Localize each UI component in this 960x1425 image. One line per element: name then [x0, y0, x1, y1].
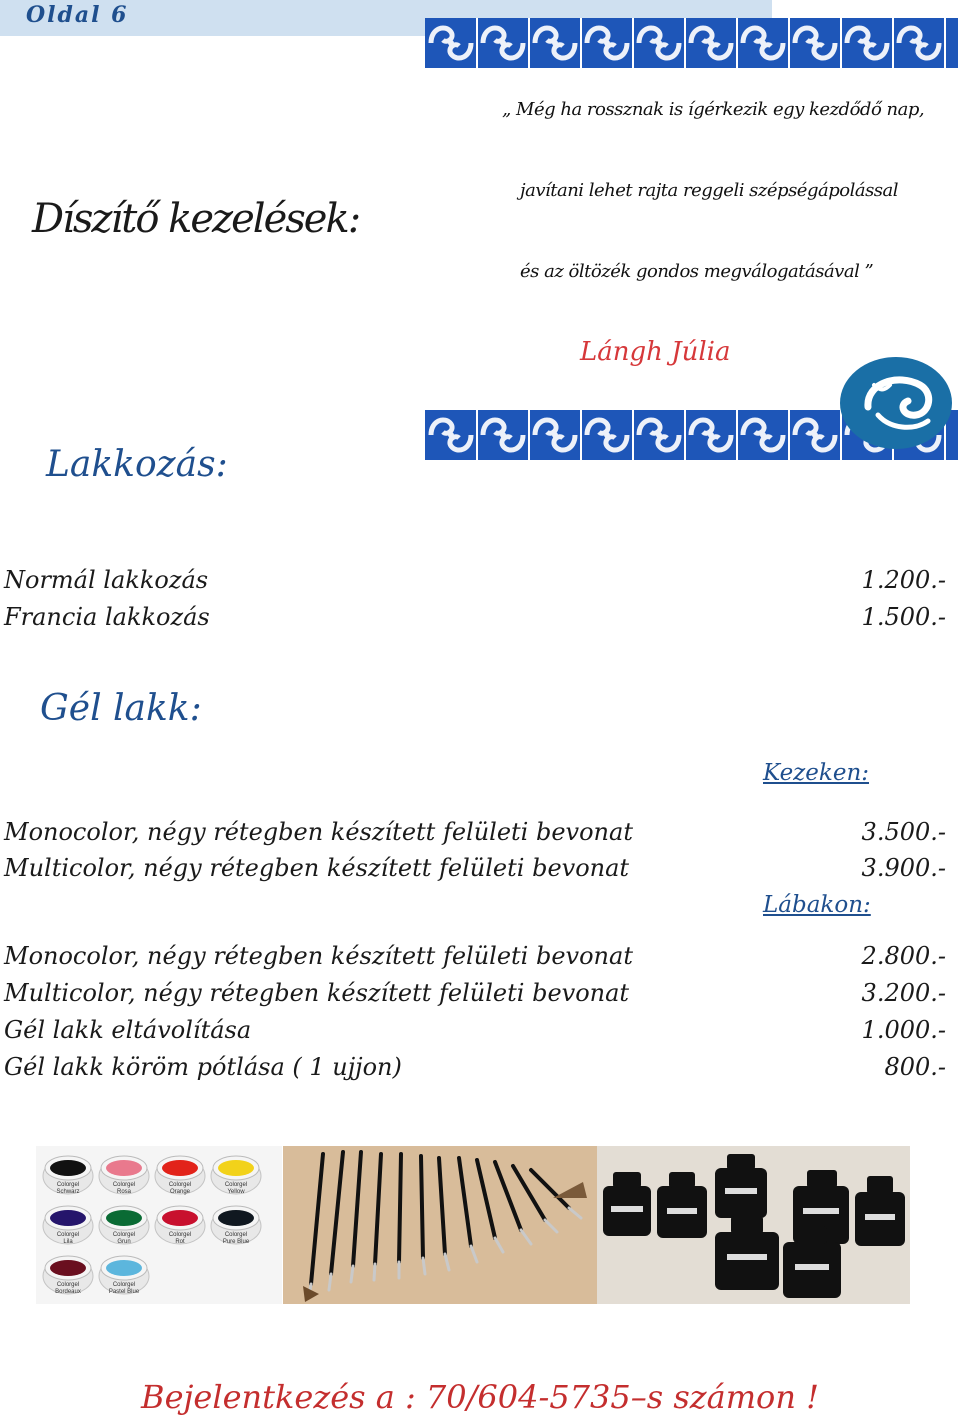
colorgel-jars-graphic	[36, 1146, 282, 1304]
colorgel-jar	[211, 1156, 261, 1195]
service-price: 2.800.-	[861, 942, 946, 970]
gel-color-swatch	[50, 1160, 86, 1176]
jar-shade-label: Lila	[63, 1239, 73, 1245]
jar-shade-label: Orange	[169, 1189, 191, 1195]
jar-brand-label: Colorgel	[168, 1182, 192, 1188]
gel-color-swatch	[106, 1210, 142, 1226]
colorgel-jar	[99, 1156, 149, 1195]
gel-color-swatch	[106, 1160, 142, 1176]
booking-contact: Bejelentkezés a : 70/604-5735–s számon !	[141, 1378, 819, 1416]
jar-brand-label: Colorgel	[112, 1282, 136, 1288]
quote-line-3: és az öltözék gondos megválogatásával ”	[520, 261, 874, 282]
quote-line-1: „ Még ha rossznak is ígérkezik egy kezdődő nap,	[502, 99, 925, 120]
colorgel-jar	[211, 1206, 261, 1245]
jar-brand-label: Colorgel	[56, 1232, 80, 1238]
service-price: 1.200.-	[861, 566, 946, 594]
service-price: 3.200.-	[861, 979, 946, 1007]
service-label: Gél lakk köröm pótlása ( 1 ujjon)	[4, 1053, 402, 1081]
feet-subheading: Lábakon:	[763, 892, 871, 918]
hands-subheading: Kezeken:	[763, 760, 870, 786]
service-label: Monocolor, négy rétegben készített felületi bevonat	[4, 942, 633, 970]
gel-color-swatch	[162, 1160, 198, 1176]
page-number: Oldal 6	[26, 2, 129, 28]
jar-brand-label: Colorgel	[224, 1232, 248, 1238]
swirl-badge-icon	[838, 355, 955, 455]
service-label: Monocolor, négy rétegben készített felületi bevonat	[4, 818, 633, 846]
service-price: 1.500.-	[861, 603, 946, 631]
jar-shade-label: Schwarz	[56, 1189, 80, 1195]
gel-lakk-heading: Gél lakk:	[40, 688, 202, 729]
colorgel-jar	[99, 1256, 149, 1295]
jar-shade-label: Pastel Blue	[108, 1289, 140, 1295]
jar-shade-label: Pure Blue	[222, 1239, 250, 1245]
service-price: 1.000.-	[861, 1016, 946, 1044]
gel-color-swatch	[218, 1160, 254, 1176]
jar-shade-label: Rot	[175, 1239, 185, 1245]
colorgel-jar	[43, 1256, 93, 1295]
service-label: Multicolor, négy rétegben készített felületi bevonat	[4, 854, 630, 882]
colorgel-jars-photo	[36, 1146, 282, 1304]
service-label: Francia lakkozás	[4, 603, 210, 631]
jar-brand-label: Colorgel	[56, 1182, 80, 1188]
colorgel-jar	[155, 1156, 205, 1195]
jar-brand-label: Colorgel	[168, 1232, 192, 1238]
colorgel-jar	[43, 1156, 93, 1195]
service-label: Multicolor, négy rétegben készített felületi bevonat	[4, 979, 630, 1007]
jar-shade-label: Bordeaux	[55, 1289, 81, 1295]
nail-brushes-photo	[283, 1146, 597, 1304]
service-price: 800.-	[884, 1053, 946, 1081]
gel-containers-photo	[597, 1146, 910, 1304]
gel-color-swatch	[218, 1210, 254, 1226]
jar-shade-label: Rosa	[116, 1189, 132, 1195]
quote-author: Lángh Júlia	[580, 337, 731, 367]
gel-color-swatch	[50, 1260, 86, 1276]
service-price: 3.500.-	[861, 818, 946, 846]
jar-brand-label: Colorgel	[112, 1232, 136, 1238]
gel-color-swatch	[50, 1210, 86, 1226]
gel-color-swatch	[162, 1210, 198, 1226]
jar-brand-label: Colorgel	[224, 1182, 248, 1188]
quote-line-2: javítani lehet rajta reggeli szépségápolással	[520, 180, 899, 201]
service-label: Normál lakkozás	[4, 566, 209, 594]
lakkozas-heading: Lakkozás:	[46, 444, 228, 485]
jar-brand-label: Colorgel	[112, 1182, 136, 1188]
colorgel-jar	[155, 1206, 205, 1245]
colorgel-jar	[99, 1206, 149, 1245]
colorgel-jar	[43, 1206, 93, 1245]
gel-color-swatch	[106, 1260, 142, 1276]
decorative-tile-band-top	[425, 18, 958, 68]
jar-shade-label: Yellow	[227, 1189, 245, 1195]
service-label: Gél lakk eltávolítása	[4, 1016, 252, 1044]
service-price: 3.900.-	[861, 854, 946, 882]
jar-shade-label: Grun	[117, 1239, 131, 1245]
jar-brand-label: Colorgel	[56, 1282, 80, 1288]
decorative-treatments-title: Díszítő kezelések:	[32, 196, 360, 242]
